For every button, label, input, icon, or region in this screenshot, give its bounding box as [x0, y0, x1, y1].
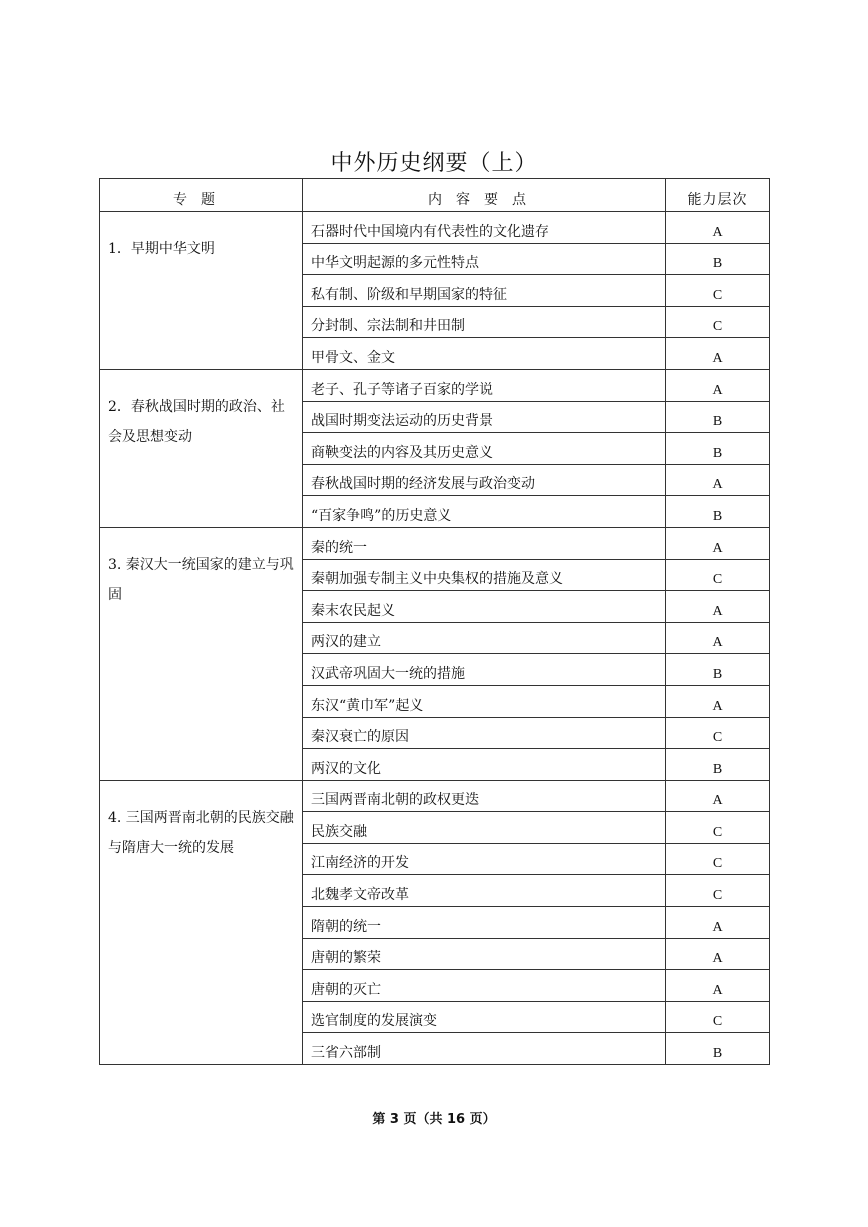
- content-item: 春秋战国时期的经济发展与政治变动: [303, 464, 666, 496]
- header-level: 能力层次: [666, 179, 770, 212]
- content-item: 中华文明起源的多元性特点: [303, 243, 666, 275]
- content-item: 秦汉衰亡的原因: [303, 717, 666, 749]
- content-item: 两汉的文化: [303, 749, 666, 781]
- ability-level: C: [666, 875, 770, 907]
- table-row: [100, 780, 770, 812]
- page-title: 中外历史纲要（上）: [330, 151, 538, 176]
- content-item: 三省六部制: [303, 1033, 666, 1065]
- content-item: 商鞅变法的内容及其历史意义: [303, 433, 666, 465]
- ability-level: C: [666, 1001, 770, 1033]
- table-body: [100, 212, 770, 1065]
- ability-level: B: [666, 243, 770, 275]
- ability-level: C: [666, 306, 770, 338]
- content-item: 秦的统一: [303, 527, 666, 559]
- ability-level: A: [666, 591, 770, 623]
- table-row: [100, 212, 770, 244]
- table-row: [100, 527, 770, 559]
- ability-level: A: [666, 780, 770, 812]
- content-item: 北魏孝文帝改革: [303, 875, 666, 907]
- content-item: 分封制、宗法制和井田制: [303, 306, 666, 338]
- header-topic: 专题: [100, 179, 303, 212]
- ability-level: B: [666, 496, 770, 528]
- ability-level: A: [666, 685, 770, 717]
- content-item: “百家争鸣”的历史意义: [303, 496, 666, 528]
- ability-level: A: [666, 369, 770, 401]
- content-item: 唐朝的繁荣: [303, 938, 666, 970]
- content-item: 江南经济的开发: [303, 843, 666, 875]
- topic-cell: 4. 三国两晋南北朝的民族交融与隋唐大一统的发展: [100, 780, 303, 1064]
- content-item: 战国时期变法运动的历史背景: [303, 401, 666, 433]
- header-content: 内容要点: [303, 179, 666, 212]
- ability-level: A: [666, 622, 770, 654]
- ability-level: B: [666, 654, 770, 686]
- ability-level: B: [666, 433, 770, 465]
- ability-level: C: [666, 812, 770, 844]
- ability-level: C: [666, 559, 770, 591]
- content-item: 秦末农民起义: [303, 591, 666, 623]
- ability-level: B: [666, 401, 770, 433]
- topic-cell: 3. 秦汉大一统国家的建立与巩固: [100, 527, 303, 780]
- table-row: [100, 369, 770, 401]
- ability-level: A: [666, 970, 770, 1002]
- ability-level: B: [666, 749, 770, 781]
- content-item: 老子、孔子等诸子百家的学说: [303, 369, 666, 401]
- content-item: 秦朝加强专制主义中央集权的措施及意义: [303, 559, 666, 591]
- ability-level: A: [666, 527, 770, 559]
- content-item: 石器时代中国境内有代表性的文化遗存: [303, 212, 666, 244]
- content-item: 唐朝的灭亡: [303, 970, 666, 1002]
- history-outline-table: [99, 178, 770, 1065]
- content-item: 三国两晋南北朝的政权更迭: [303, 780, 666, 812]
- ability-level: C: [666, 717, 770, 749]
- content-item: 甲骨文、金文: [303, 338, 666, 370]
- content-item: 选官制度的发展演变: [303, 1001, 666, 1033]
- content-item: 民族交融: [303, 812, 666, 844]
- table-header-row: [100, 179, 770, 212]
- ability-level: A: [666, 907, 770, 939]
- ability-level: A: [666, 338, 770, 370]
- ability-level: C: [666, 843, 770, 875]
- ability-level: A: [666, 464, 770, 496]
- ability-level: A: [666, 938, 770, 970]
- topic-cell: 1．早期中华文明: [100, 212, 303, 370]
- content-item: 两汉的建立: [303, 622, 666, 654]
- topic-cell: 2．春秋战国时期的政治、社会及思想变动: [100, 369, 303, 527]
- ability-level: B: [666, 1033, 770, 1065]
- ability-level: C: [666, 275, 770, 307]
- content-item: 隋朝的统一: [303, 907, 666, 939]
- content-item: 东汉“黄巾军”起义: [303, 685, 666, 717]
- content-item: 私有制、阶级和早期国家的特征: [303, 275, 666, 307]
- content-item: 汉武帝巩固大一统的措施: [303, 654, 666, 686]
- page-number: 第 3 页（共 16 页）: [372, 1112, 496, 1127]
- ability-level: A: [666, 212, 770, 244]
